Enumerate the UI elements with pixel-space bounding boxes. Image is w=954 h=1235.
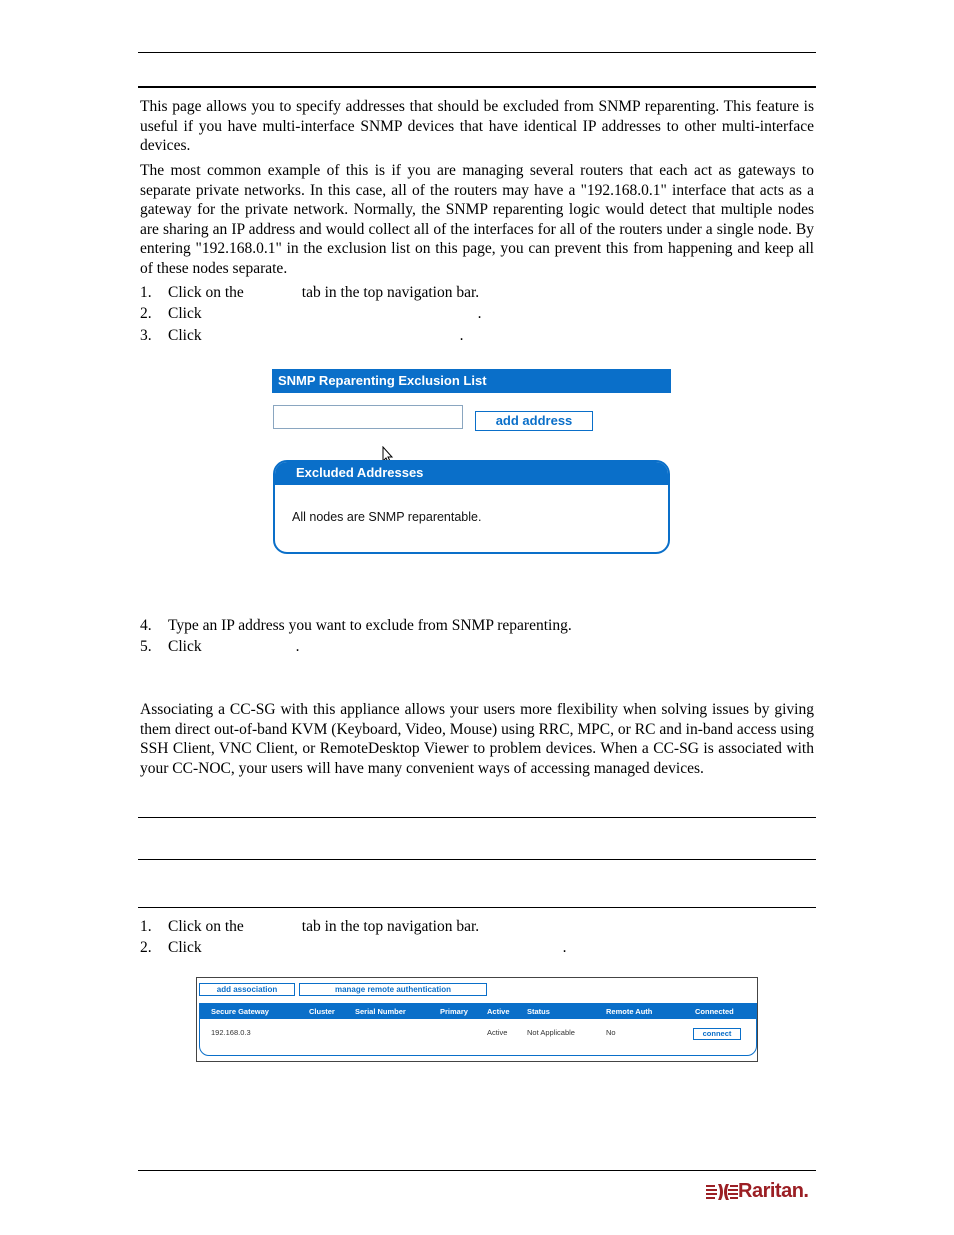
snmp-exclusion-title: SNMP Reparenting Exclusion List [272, 369, 671, 393]
add-association-button[interactable]: add association [199, 983, 295, 996]
footer-rule [138, 1170, 816, 1171]
step-2 [140, 304, 481, 324]
step-text: . [295, 638, 300, 655]
step-text: tab in the top navigation bar. [301, 284, 480, 301]
step-number: 3. [140, 327, 152, 344]
excluded-addresses-panel [273, 460, 670, 554]
table-header [200, 1004, 756, 1019]
column-header: Active [487, 1007, 510, 1016]
secure-gateway-table [199, 1003, 757, 1056]
step-text: Type an IP address you want to exclude from SNMP reparenting. [168, 617, 572, 634]
step-text: . [562, 939, 567, 956]
column-header: Remote Auth [606, 1007, 653, 1016]
divider-rule [138, 859, 816, 860]
active-cell: Active [487, 1028, 508, 1037]
column-header: Primary [440, 1007, 468, 1016]
column-header: Status [527, 1007, 550, 1016]
step-number: 1. [140, 918, 152, 935]
column-header: Serial Number [355, 1007, 406, 1016]
connect-button[interactable]: connect [693, 1028, 741, 1040]
excluded-addresses-message: All nodes are SNMP reparentable. [292, 510, 482, 524]
step-text: Click [168, 638, 202, 655]
step-4 [140, 616, 572, 636]
status-cell: Not Applicable [527, 1028, 575, 1037]
divider-rule [138, 817, 816, 818]
ccsg-step-2 [140, 938, 566, 958]
step-text: Click [168, 939, 202, 956]
excluded-addresses-header: Excluded Addresses [275, 462, 668, 485]
header-rule [138, 52, 816, 53]
ccsg-association-screenshot [196, 977, 758, 1062]
divider-rule [138, 907, 816, 908]
column-header: Secure Gateway [211, 1007, 269, 1016]
step-number: 2. [140, 305, 152, 322]
step-3 [140, 326, 463, 346]
raritan-logo [706, 1178, 812, 1204]
step-1 [140, 283, 479, 303]
step-number: 1. [140, 284, 152, 301]
snmp-intro-paragraph: This page allows you to specify addresses that should be excluded from SNMP reparenting. This feature is useful if you have multi-interface SNMP devices that have identical IP addresses to other multi-interface devices. [140, 98, 814, 155]
step-text: tab in the top navigation bar. [301, 918, 480, 935]
manage-remote-authentication-button[interactable]: manage remote authentication [299, 983, 487, 996]
ip-address-input[interactable] [273, 405, 463, 429]
ccsg-intro-paragraph: Associating a CC-SG with this appliance allows your users more flexibility when solving issues by giving them direct out-of-band KVM (Keyboard, Video, Mouse) using RRC, MPC, or RC and in-band access using SSH Client, VNC Client, or RemoteDesktop Viewer to problem devices. When a CC-SG is associated with your CC-NOC, your users will have many convenient ways of accessing managed devices. [140, 701, 814, 777]
step-5 [140, 637, 299, 657]
raritan-logo-mark-icon [706, 1182, 738, 1202]
column-header: Cluster [309, 1007, 335, 1016]
snmp-example-paragraph: The most common example of this is if you are managing several routers that each act as gateways to separate private networks. In this case, all of the routers may have a "192.168.0.1" interface that acts as a gateway for the private network. Normally, the SNMP reparenting logic would detect that multiple nodes are sharing an IP address and would collect all of the interfaces for all of the routers under a single node. By entering "192.168.0.1" in the exclusion list on this page, you can prevent this from happening and keep all of these nodes separate. [140, 162, 814, 277]
secure-gateway-cell: 192.168.0.3 [211, 1028, 251, 1037]
step-text: Click [168, 327, 202, 344]
step-text: . [477, 305, 482, 322]
add-address-button[interactable]: add address [475, 411, 593, 431]
step-number: 2. [140, 939, 152, 956]
section-heading-rule [138, 86, 816, 88]
step-number: 5. [140, 638, 152, 655]
raritan-logo-text: Raritan. [738, 1180, 809, 1202]
step-text: Click on the [168, 284, 244, 301]
snmp-exclusion-screenshot [272, 369, 672, 559]
step-text: Click on the [168, 918, 244, 935]
ccsg-step-1 [140, 917, 479, 937]
column-header: Connected [695, 1007, 734, 1016]
remote-auth-cell: No [606, 1028, 616, 1037]
step-text: . [459, 327, 464, 344]
step-number: 4. [140, 617, 152, 634]
step-text: Click [168, 305, 202, 322]
